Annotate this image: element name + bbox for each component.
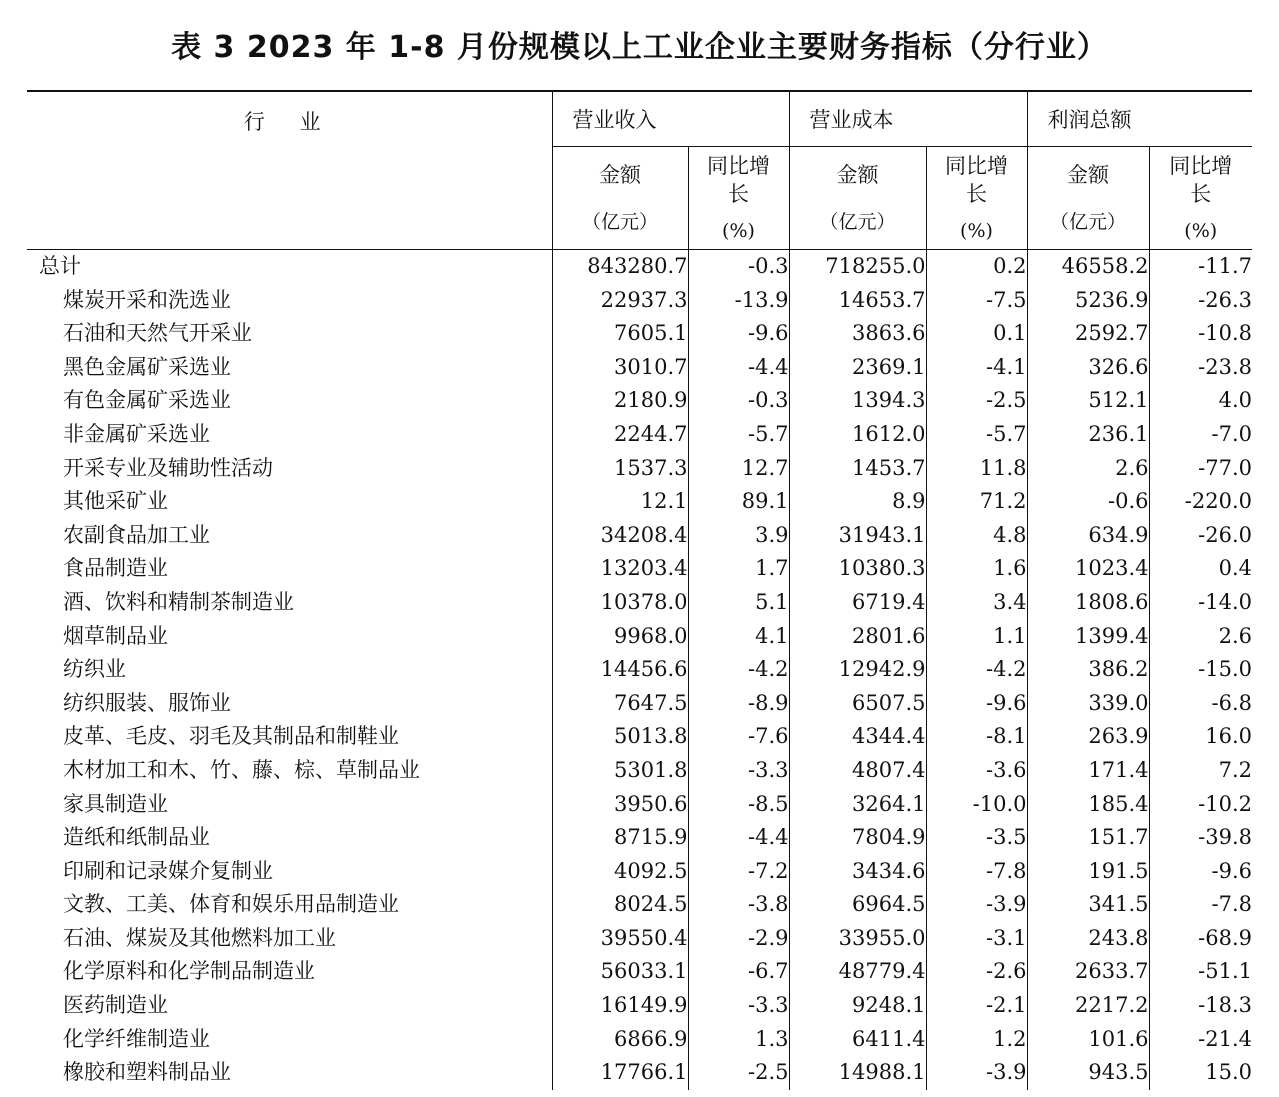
profit-growth-cell: 15.0	[1149, 1056, 1252, 1090]
profit-growth-cell: -7.8	[1149, 888, 1252, 922]
table-row	[27, 788, 1252, 822]
profit-amount-cell: 1399.4	[1027, 620, 1149, 654]
profit-growth-cell: -9.6	[1149, 855, 1252, 889]
table-row	[27, 485, 1252, 519]
revenue-growth-cell: -2.9	[688, 922, 789, 956]
profit-growth-header	[1149, 147, 1252, 250]
cost-growth-cell: 1.1	[926, 620, 1027, 654]
revenue-amount-cell: 3010.7	[552, 351, 688, 385]
industry-name: 非金属矿采选业	[63, 421, 210, 446]
cost-growth-cell: 3.4	[926, 586, 1027, 620]
revenue-header: 营业收入	[552, 91, 789, 147]
profit-amount-cell: 2.6	[1027, 452, 1149, 486]
cost-growth-cell: 11.8	[926, 452, 1027, 486]
revenue-growth-cell: 4.1	[688, 620, 789, 654]
profit-growth-cell: -68.9	[1149, 922, 1252, 956]
cost-growth-cell: -3.9	[926, 1056, 1027, 1090]
table-row	[27, 284, 1252, 318]
cost-growth-header	[926, 147, 1027, 250]
cost-growth-cell: -10.0	[926, 788, 1027, 822]
revenue-growth-cell: 3.9	[688, 519, 789, 553]
industry-name: 家具制造业	[63, 791, 168, 816]
cost-amount-cell: 1394.3	[789, 384, 926, 418]
table-row	[27, 418, 1252, 452]
profit-growth-cell: -77.0	[1149, 452, 1252, 486]
growth-label-2: 长	[966, 181, 987, 206]
table-row	[27, 720, 1252, 754]
cost-growth-cell: 1.6	[926, 552, 1027, 586]
cost-amount-cell: 48779.4	[789, 955, 926, 989]
cost-header: 营业成本	[789, 91, 1027, 147]
profit-growth-cell: 7.2	[1149, 754, 1252, 788]
cost-growth-cell: -2.1	[926, 989, 1027, 1023]
industry-name: 黑色金属矿采选业	[63, 354, 231, 379]
cost-amount-cell: 33955.0	[789, 922, 926, 956]
total-row	[27, 250, 1252, 284]
profit-amount-header	[1027, 147, 1149, 250]
financial-indicators-table	[27, 90, 1252, 1090]
cost-amount-cell: 1453.7	[789, 452, 926, 486]
profit-amount-cell: 46558.2	[1027, 250, 1149, 284]
revenue-amount-cell: 4092.5	[552, 855, 688, 889]
profit-growth-cell: -39.8	[1149, 821, 1252, 855]
table-row	[27, 821, 1252, 855]
cost-growth-cell: -9.6	[926, 687, 1027, 721]
page-title: 表 3 2023 年 1-8 月份规模以上工业企业主要财务指标（分行业）	[171, 30, 1108, 65]
industry-name: 化学原料和化学制品制造业	[63, 959, 315, 984]
profit-amount-cell: 171.4	[1027, 754, 1149, 788]
profit-amount-cell: 1808.6	[1027, 586, 1149, 620]
industry-name: 石油和天然气开采业	[63, 321, 252, 346]
growth-label-2: 长	[728, 181, 749, 206]
cost-growth-cell: 4.8	[926, 519, 1027, 553]
revenue-growth-cell: -3.8	[688, 888, 789, 922]
cost-amount-cell: 7804.9	[789, 821, 926, 855]
cost-amount-cell: 6411.4	[789, 1023, 926, 1057]
revenue-amount-cell: 5301.8	[552, 754, 688, 788]
revenue-growth-cell: -7.6	[688, 720, 789, 754]
profit-amount-cell: 386.2	[1027, 653, 1149, 687]
cost-growth-cell: 1.2	[926, 1023, 1027, 1057]
table-row	[27, 989, 1252, 1023]
profit-amount-cell: 243.8	[1027, 922, 1149, 956]
industry-name: 其他采矿业	[63, 489, 168, 514]
profit-growth-cell: -11.7	[1149, 250, 1252, 284]
industry-name: 化学纤维制造业	[63, 1026, 210, 1051]
revenue-growth-cell: 12.7	[688, 452, 789, 486]
revenue-growth-cell: 1.7	[688, 552, 789, 586]
industry-name: 开采专业及辅助性活动	[63, 455, 273, 480]
profit-growth-cell: -14.0	[1149, 586, 1252, 620]
revenue-growth-cell: 1.3	[688, 1023, 789, 1057]
revenue-growth-cell: -7.2	[688, 855, 789, 889]
revenue-amount-cell: 8715.9	[552, 821, 688, 855]
table-row	[27, 922, 1252, 956]
cost-amount-cell: 6964.5	[789, 888, 926, 922]
table-row	[27, 620, 1252, 654]
industry-name: 橡胶和塑料制品业	[63, 1060, 231, 1085]
amount-unit: （亿元）	[581, 210, 658, 233]
profit-growth-cell: -51.1	[1149, 955, 1252, 989]
revenue-amount-cell: 56033.1	[552, 955, 688, 989]
amount-label: 金额	[836, 162, 879, 187]
revenue-amount-cell: 8024.5	[552, 888, 688, 922]
revenue-growth-cell: -0.3	[688, 384, 789, 418]
cost-amount-cell: 4344.4	[789, 720, 926, 754]
profit-amount-cell: 2633.7	[1027, 955, 1149, 989]
cost-growth-cell: -3.5	[926, 821, 1027, 855]
profit-amount-cell: 236.1	[1027, 418, 1149, 452]
revenue-amount-header	[552, 147, 688, 250]
cost-amount-cell: 718255.0	[789, 250, 926, 284]
revenue-growth-cell: -2.5	[688, 1056, 789, 1090]
revenue-growth-cell: -8.5	[688, 788, 789, 822]
cost-amount-cell: 14988.1	[789, 1056, 926, 1090]
table-row	[27, 955, 1252, 989]
cost-amount-cell: 2369.1	[789, 351, 926, 385]
revenue-amount-cell: 14456.6	[552, 653, 688, 687]
profit-amount-cell: 634.9	[1027, 519, 1149, 553]
industry-name: 烟草制品业	[63, 623, 168, 648]
revenue-growth-cell: 89.1	[688, 485, 789, 519]
cost-amount-cell: 14653.7	[789, 284, 926, 318]
cost-amount-header	[789, 147, 926, 250]
table-row	[27, 855, 1252, 889]
industry-name: 食品制造业	[63, 556, 168, 581]
cost-amount-cell: 9248.1	[789, 989, 926, 1023]
profit-growth-cell: -10.8	[1149, 317, 1252, 351]
revenue-growth-cell: -3.3	[688, 754, 789, 788]
profit-amount-cell: 339.0	[1027, 687, 1149, 721]
table-row	[27, 317, 1252, 351]
industry-name: 印刷和记录媒介复制业	[63, 858, 273, 883]
cost-amount-cell: 4807.4	[789, 754, 926, 788]
cost-growth-cell: -3.9	[926, 888, 1027, 922]
amount-unit: （亿元）	[819, 210, 896, 233]
industry-name: 纺织服装、服饰业	[63, 690, 231, 715]
cost-growth-cell: -4.2	[926, 653, 1027, 687]
profit-growth-cell: -220.0	[1149, 485, 1252, 519]
industry-name: 医药制造业	[63, 993, 168, 1018]
industry-name: 总计	[39, 254, 81, 278]
profit-amount-cell: 263.9	[1027, 720, 1149, 754]
amount-label: 金额	[1067, 162, 1109, 187]
cost-amount-cell: 2801.6	[789, 620, 926, 654]
revenue-amount-cell: 843280.7	[552, 250, 688, 284]
growth-label: 同比增	[707, 153, 770, 178]
profit-growth-cell: -23.8	[1149, 351, 1252, 385]
cost-growth-cell: -3.6	[926, 754, 1027, 788]
industry-name: 石油、煤炭及其他燃料加工业	[63, 925, 336, 950]
revenue-amount-cell: 2180.9	[552, 384, 688, 418]
table-row	[27, 519, 1252, 553]
profit-amount-cell: 101.6	[1027, 1023, 1149, 1057]
cost-amount-cell: 8.9	[789, 485, 926, 519]
growth-unit: (%)	[1184, 219, 1218, 242]
cost-amount-cell: 6507.5	[789, 687, 926, 721]
profit-amount-cell: 326.6	[1027, 351, 1149, 385]
revenue-growth-cell: -6.7	[688, 955, 789, 989]
profit-amount-cell: 2217.2	[1027, 989, 1149, 1023]
revenue-amount-cell: 9968.0	[552, 620, 688, 654]
revenue-amount-cell: 3950.6	[552, 788, 688, 822]
profit-amount-cell: 341.5	[1027, 888, 1149, 922]
profit-amount-cell: -0.6	[1027, 485, 1149, 519]
cost-amount-cell: 3264.1	[789, 788, 926, 822]
profit-growth-cell: -15.0	[1149, 653, 1252, 687]
revenue-amount-cell: 17766.1	[552, 1056, 688, 1090]
profit-amount-cell: 185.4	[1027, 788, 1149, 822]
revenue-amount-cell: 10378.0	[552, 586, 688, 620]
revenue-growth-cell: -4.4	[688, 351, 789, 385]
profit-growth-cell: -26.3	[1149, 284, 1252, 318]
growth-label: 同比增	[1169, 153, 1233, 178]
revenue-growth-cell: -4.4	[688, 821, 789, 855]
profit-amount-cell: 1023.4	[1027, 552, 1149, 586]
cost-amount-cell: 31943.1	[789, 519, 926, 553]
revenue-amount-cell: 5013.8	[552, 720, 688, 754]
cost-growth-cell: -7.5	[926, 284, 1027, 318]
cost-growth-cell: 71.2	[926, 485, 1027, 519]
revenue-amount-cell: 34208.4	[552, 519, 688, 553]
cost-amount-cell: 12942.9	[789, 653, 926, 687]
growth-label: 同比增	[945, 153, 1008, 178]
revenue-growth-cell: -8.9	[688, 687, 789, 721]
table-row	[27, 552, 1252, 586]
growth-label-2: 长	[1190, 181, 1212, 206]
profit-growth-cell: 0.4	[1149, 552, 1252, 586]
revenue-amount-cell: 12.1	[552, 485, 688, 519]
amount-label: 金额	[599, 162, 641, 187]
revenue-amount-cell: 2244.7	[552, 418, 688, 452]
amount-unit: （亿元）	[1049, 210, 1126, 233]
profit-amount-cell: 5236.9	[1027, 284, 1149, 318]
revenue-growth-cell: 5.1	[688, 586, 789, 620]
revenue-amount-cell: 22937.3	[552, 284, 688, 318]
table-row	[27, 1023, 1252, 1057]
revenue-growth-cell: -4.2	[688, 653, 789, 687]
table-row	[27, 754, 1252, 788]
industry-header: 行 业	[27, 91, 552, 250]
profit-growth-cell: -18.3	[1149, 989, 1252, 1023]
revenue-growth-cell: -0.3	[688, 250, 789, 284]
revenue-amount-cell: 16149.9	[552, 989, 688, 1023]
cost-growth-cell: 0.2	[926, 250, 1027, 284]
revenue-growth-cell: -3.3	[688, 989, 789, 1023]
revenue-amount-cell: 7647.5	[552, 687, 688, 721]
industry-name: 煤炭开采和洗选业	[63, 287, 231, 312]
table-row	[27, 586, 1252, 620]
profit-amount-cell: 943.5	[1027, 1056, 1149, 1090]
industry-name: 木材加工和木、竹、藤、棕、草制品业	[63, 757, 420, 782]
profit-amount-cell: 191.5	[1027, 855, 1149, 889]
cost-growth-cell: 0.1	[926, 317, 1027, 351]
cost-growth-cell: -3.1	[926, 922, 1027, 956]
revenue-growth-cell: -9.6	[688, 317, 789, 351]
profit-amount-cell: 512.1	[1027, 384, 1149, 418]
revenue-amount-cell: 13203.4	[552, 552, 688, 586]
profit-growth-cell: -21.4	[1149, 1023, 1252, 1057]
table-row	[27, 452, 1252, 486]
growth-unit: (%)	[960, 219, 993, 242]
profit-growth-cell: -7.0	[1149, 418, 1252, 452]
cost-growth-cell: -2.5	[926, 384, 1027, 418]
profit-growth-cell: -6.8	[1149, 687, 1252, 721]
cost-amount-cell: 3863.6	[789, 317, 926, 351]
cost-amount-cell: 6719.4	[789, 586, 926, 620]
cost-growth-cell: -7.8	[926, 855, 1027, 889]
profit-growth-cell: 4.0	[1149, 384, 1252, 418]
industry-name: 农副食品加工业	[63, 522, 210, 547]
profit-amount-cell: 151.7	[1027, 821, 1149, 855]
industry-name: 文教、工美、体育和娱乐用品制造业	[63, 892, 399, 917]
table-row	[27, 351, 1252, 385]
revenue-amount-cell: 39550.4	[552, 922, 688, 956]
profit-growth-cell: -10.2	[1149, 788, 1252, 822]
industry-name: 纺织业	[63, 657, 126, 682]
cost-amount-cell: 10380.3	[789, 552, 926, 586]
revenue-growth-cell: -5.7	[688, 418, 789, 452]
table-row	[27, 888, 1252, 922]
table-row	[27, 1056, 1252, 1090]
revenue-growth-cell: -13.9	[688, 284, 789, 318]
cost-amount-cell: 1612.0	[789, 418, 926, 452]
industry-name: 皮革、毛皮、羽毛及其制品和制鞋业	[63, 724, 399, 749]
profit-header: 利润总额	[1027, 91, 1252, 147]
table-row	[27, 687, 1252, 721]
cost-growth-cell: -8.1	[926, 720, 1027, 754]
cost-amount-cell: 3434.6	[789, 855, 926, 889]
revenue-amount-cell: 7605.1	[552, 317, 688, 351]
cost-growth-cell: -2.6	[926, 955, 1027, 989]
growth-unit: (%)	[722, 219, 755, 242]
revenue-growth-header	[688, 147, 789, 250]
industry-name: 有色金属矿采选业	[63, 388, 231, 413]
industry-name: 造纸和纸制品业	[63, 825, 210, 850]
cost-growth-cell: -5.7	[926, 418, 1027, 452]
cost-growth-cell: -4.1	[926, 351, 1027, 385]
profit-growth-cell: 16.0	[1149, 720, 1252, 754]
industry-name: 酒、饮料和精制茶制造业	[63, 589, 294, 614]
revenue-amount-cell: 6866.9	[552, 1023, 688, 1057]
table-row	[27, 653, 1252, 687]
profit-amount-cell: 2592.7	[1027, 317, 1149, 351]
table-row	[27, 384, 1252, 418]
profit-growth-cell: 2.6	[1149, 620, 1252, 654]
revenue-amount-cell: 1537.3	[552, 452, 688, 486]
profit-growth-cell: -26.0	[1149, 519, 1252, 553]
